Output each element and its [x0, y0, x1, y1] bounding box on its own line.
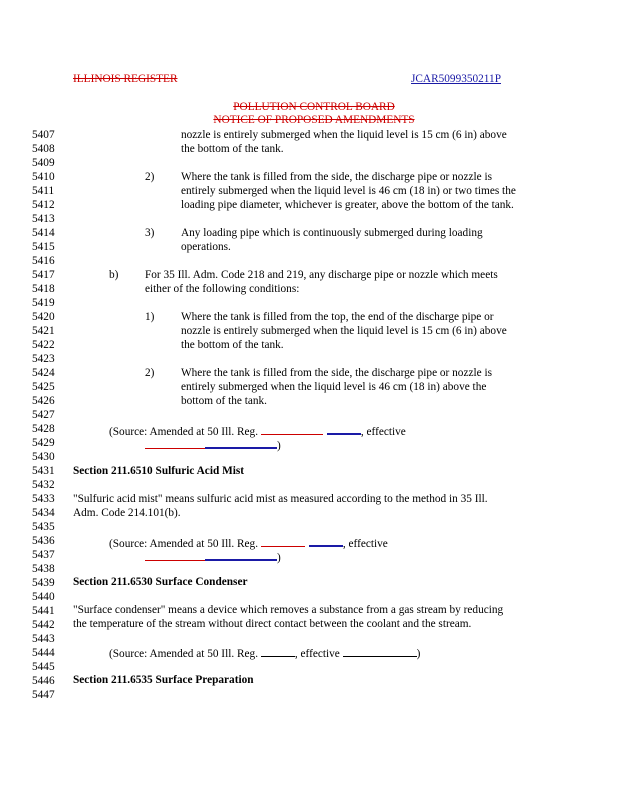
line-number: 5447 — [32, 689, 55, 701]
line-number: 5439 — [32, 577, 55, 589]
line-number: 5429 — [32, 437, 55, 449]
line-number: 5414 — [32, 227, 55, 239]
text-line: Where the tank is filled from the top, the end of the discharge pipe or — [181, 311, 494, 323]
blank-line — [261, 645, 295, 657]
line-number: 5418 — [32, 283, 55, 295]
line-number: 5438 — [32, 563, 55, 575]
section-heading: Section 211.6510 Sulfuric Acid Mist — [73, 465, 245, 477]
line-number: 5415 — [32, 241, 55, 253]
close-paren: ) — [277, 440, 281, 452]
line-number: 5433 — [32, 493, 55, 505]
text-line: bottom of the tank. — [181, 395, 267, 407]
source-note — [109, 645, 420, 659]
blank-inserted — [327, 422, 361, 435]
blank-inserted — [145, 437, 205, 449]
line-number: 5421 — [32, 325, 55, 337]
close-paren: ) — [416, 648, 421, 660]
header-center-2: NOTICE OF PROPOSED AMENDMENTS — [213, 114, 415, 126]
line-number: 5422 — [32, 339, 55, 351]
source-note-close — [145, 436, 281, 450]
source-text: (Source: Amended at 50 Ill. Reg. — [109, 538, 259, 550]
line-number: 5431 — [32, 465, 55, 477]
line-number: 5446 — [32, 675, 55, 687]
line-number: 5420 — [32, 311, 55, 323]
line-number: 5440 — [32, 591, 55, 603]
source-text: (Source: Amended at 50 Ill. Reg. — [109, 648, 259, 660]
text-line: operations. — [181, 241, 231, 253]
definition-line: Adm. Code 214.101(b). — [73, 507, 181, 519]
text-line: entirely submerged when the liquid level is 46 cm (18 in) above the — [181, 381, 487, 393]
line-number: 5434 — [32, 507, 55, 519]
line-number: 5423 — [32, 353, 55, 365]
line-number: 5408 — [32, 143, 55, 155]
source-note — [109, 422, 406, 436]
line-number: 5410 — [32, 171, 55, 183]
list-marker: 2) — [145, 171, 155, 183]
source-text: , effective — [294, 648, 340, 660]
source-note-close — [145, 548, 281, 562]
line-number: 5417 — [32, 269, 55, 281]
line-number: 5413 — [32, 213, 55, 225]
text-line: the bottom of the tank. — [181, 339, 284, 351]
line-number: 5430 — [32, 451, 55, 463]
line-number: 5443 — [32, 633, 55, 645]
text-line: Where the tank is filled from the side, the discharge pipe or nozzle is — [181, 171, 492, 183]
definition-line: the temperature of the stream without direct contact between the coolant and the stream. — [73, 618, 472, 630]
line-number: 5411 — [32, 185, 55, 197]
text-line: either of the following conditions: — [145, 283, 300, 295]
line-number: 5425 — [32, 381, 55, 393]
text-line: For 35 Ill. Adm. Code 218 and 219, any discharge pipe or nozzle which meets — [145, 269, 498, 281]
blank-inserted — [205, 436, 277, 449]
line-number: 5437 — [32, 549, 55, 561]
line-number: 5432 — [32, 479, 55, 491]
list-marker: 2) — [145, 367, 155, 379]
header-right[interactable]: JCAR5099350211P — [411, 73, 501, 85]
section-heading: Section 211.6530 Surface Condenser — [73, 576, 248, 588]
blank-inserted — [261, 535, 305, 547]
line-number: 5441 — [32, 605, 55, 617]
source-note — [109, 534, 388, 548]
list-marker: 3) — [145, 227, 155, 239]
header-left: ILLINOIS REGISTER — [73, 73, 178, 85]
text-line: loading pipe diameter, whichever is greater, above the bottom of the tank. — [181, 199, 514, 211]
line-number: 5426 — [32, 395, 55, 407]
line-number: 5436 — [32, 535, 55, 547]
source-text: , effective — [360, 426, 406, 438]
line-number: 5424 — [32, 367, 55, 379]
line-number: 5428 — [32, 423, 55, 435]
text-line: nozzle is entirely submerged when the liquid level is 15 cm (6 in) above — [181, 325, 507, 337]
text-line: nozzle is entirely submerged when the liquid level is 15 cm (6 in) above — [181, 129, 507, 141]
line-number: 5416 — [32, 255, 55, 267]
definition-line: "Surface condenser" means a device which removes a substance from a gas stream by reducing — [73, 604, 504, 616]
blank-inserted — [145, 549, 205, 561]
source-text: , effective — [342, 538, 388, 550]
text-line: Any loading pipe which is continuously submerged during loading — [181, 227, 483, 239]
section-heading: Section 211.6535 Surface Preparation — [73, 674, 254, 686]
line-number: 5419 — [32, 297, 55, 309]
line-number: 5427 — [32, 409, 55, 421]
text-line: entirely submerged when the liquid level is 46 cm (18 in) or two times the — [181, 185, 516, 197]
text-line: Where the tank is filled from the side, the discharge pipe or nozzle is — [181, 367, 492, 379]
blank-inserted — [205, 548, 277, 561]
blank-inserted — [309, 534, 343, 547]
source-text: (Source: Amended at 50 Ill. Reg. — [109, 426, 259, 438]
line-number: 5409 — [32, 157, 55, 169]
line-number: 5407 — [32, 129, 55, 141]
close-paren: ) — [277, 552, 281, 564]
line-number: 5442 — [32, 619, 55, 631]
line-number: 5445 — [32, 661, 55, 673]
line-number: 5435 — [32, 521, 55, 533]
line-number: 5412 — [32, 199, 55, 211]
list-marker: 1) — [145, 311, 155, 323]
definition-line: "Sulfuric acid mist" means sulfuric acid mist as measured according to the method in 35 Ill. — [73, 493, 488, 505]
header-center-1: POLLUTION CONTROL BOARD — [233, 101, 395, 113]
list-marker: b) — [109, 269, 119, 281]
line-number: 5444 — [32, 647, 55, 659]
blank-line — [343, 645, 417, 657]
blank-inserted — [261, 423, 323, 435]
text-line: the bottom of the tank. — [181, 143, 284, 155]
